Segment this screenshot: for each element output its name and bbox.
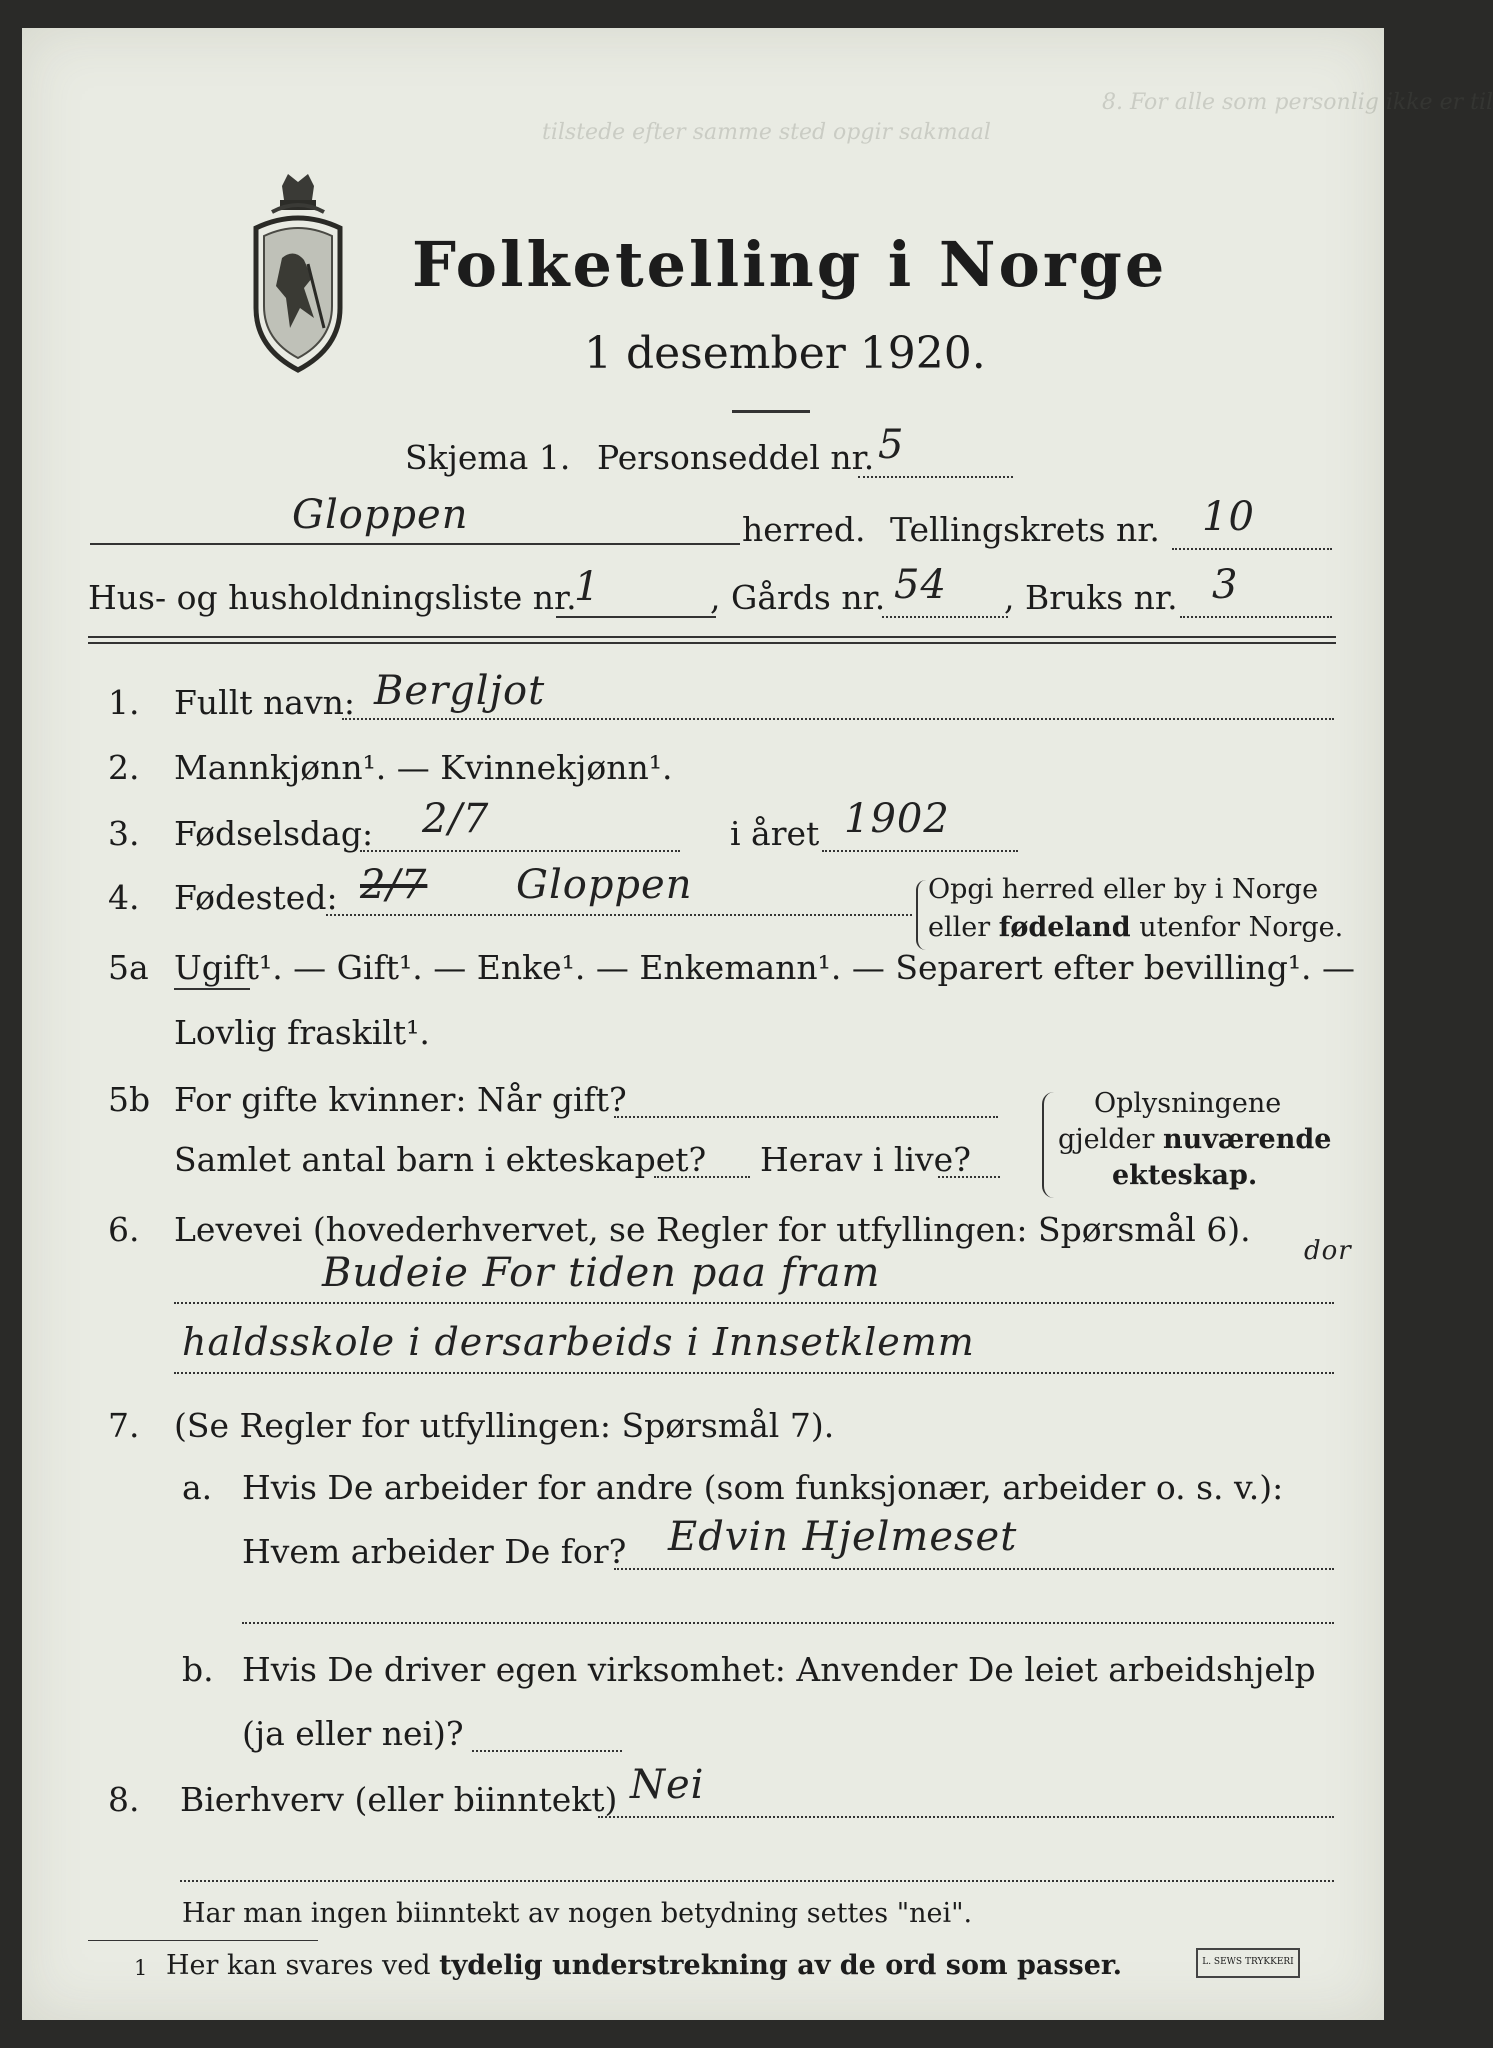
q5b-note-line3: ekteskap. (1112, 1160, 1258, 1191)
q3-label: Fødselsdag: (174, 814, 374, 853)
q7b-line2: (ja eller nei)? (242, 1714, 464, 1753)
q4-line (326, 914, 912, 916)
q5b-children-line[interactable] (654, 1176, 750, 1178)
hus-nr-line (556, 616, 716, 618)
q5a-number: 5a (108, 948, 149, 987)
q1-line (342, 718, 1334, 720)
footnote-mark: 1 (134, 1956, 148, 1980)
q5b-alive-line[interactable] (938, 1176, 1000, 1178)
footer-note: Har man ingen biinntekt av nogen betydning settes "nei". (182, 1898, 973, 1929)
q4-number: 4. (108, 878, 140, 917)
bleed-through-text: tilstede efter samme sted opgir sakmaal (542, 120, 991, 145)
q5b-children-label: Samlet antal barn i ekteskapet? (174, 1140, 707, 1179)
q3-year-line (822, 850, 1018, 852)
q7a-line1: Hvis De arbeider for andre (som funksjonær, arbeider o. s. v.): (242, 1468, 1284, 1507)
form-title: Folketelling i Norge (412, 228, 1168, 301)
q5a-underline-ugift (174, 988, 250, 990)
q2-sex-options[interactable]: Mannkjønn¹. — Kvinnekjønn¹. (174, 748, 673, 787)
q7a-employer-line (614, 1568, 1334, 1570)
q7-number: 7. (108, 1406, 140, 1445)
q2-number: 2. (108, 748, 140, 787)
q7a-employer-value[interactable]: Edvin Hjelmeset (668, 1514, 1018, 1560)
q7b-mark: b. (182, 1650, 214, 1689)
q5b-note-line2: gjelder nuværende (1058, 1124, 1332, 1155)
schema-label: Skjema 1. (405, 438, 571, 477)
q8-value[interactable]: Nei (630, 1762, 705, 1808)
krets-nr-line (1172, 548, 1332, 550)
gards-nr-line (882, 616, 1008, 618)
krets-nr-value[interactable]: 10 (1202, 494, 1255, 540)
q8-label: Bierhverv (eller biinntekt) (180, 1780, 618, 1819)
q5b-note-line1: Oplysningene (1094, 1088, 1282, 1119)
q6-margin-note: dor (1304, 1236, 1352, 1266)
bruks-label: , Bruks nr. (1004, 578, 1178, 617)
header-rule-top (88, 636, 1336, 638)
q4-label: Fødested: (174, 878, 338, 917)
gards-label: , Gårds nr. (710, 578, 886, 617)
q7a-mark: a. (182, 1468, 213, 1507)
person-nr-value[interactable]: 5 (878, 422, 905, 468)
q5b-married-label: For gifte kvinner: Når gift? (174, 1080, 627, 1119)
bruks-nr-value[interactable]: 3 (1212, 562, 1239, 608)
coat-of-arms-icon (242, 168, 354, 378)
q6-answer-line2[interactable]: haldsskole i dersarbeids i Innsetklemm (182, 1320, 975, 1364)
q3-year-value[interactable]: 1902 (844, 796, 950, 842)
q3-birthday-value[interactable]: 2/7 (422, 796, 490, 842)
q6-line2 (174, 1372, 1334, 1374)
q1-label: Fullt navn: (174, 683, 355, 722)
gards-nr-value[interactable]: 54 (894, 562, 947, 608)
q3-number: 3. (108, 814, 140, 853)
header-rule-bottom (88, 642, 1336, 644)
footnote-text: Her kan svares ved tydelig understrekning av de ord som passer. (166, 1950, 1123, 1981)
q7b-answer-line[interactable] (472, 1750, 622, 1752)
q8-number: 8. (108, 1780, 140, 1819)
q6-answer-line1[interactable]: Budeie For tiden paa fram (322, 1250, 881, 1296)
q5b-brace (1042, 1092, 1054, 1198)
person-label: Personseddel nr. (597, 438, 875, 477)
q4-note-line2: eller fødeland utenfor Norge. (928, 912, 1344, 943)
q7b-line1: Hvis De driver egen virksomhet: Anvender De leiet arbeidshjelp (242, 1650, 1316, 1689)
footnote-rule (88, 1940, 318, 1941)
q3-birthday-line (360, 850, 680, 852)
bleed-through-text: 8. For alle som personlig ikke er til (1102, 90, 1493, 115)
q5a-marital-options-cont[interactable]: Lovlig fraskilt¹. (174, 1013, 430, 1052)
q1-number: 1. (108, 683, 140, 722)
q5b-number: 5b (108, 1080, 151, 1119)
q4-note-line1: Opgi herred eller by i Norge (928, 874, 1319, 905)
krets-label: Tellingskrets nr. (890, 510, 1160, 549)
herred-value[interactable]: Gloppen (292, 492, 469, 538)
q6-number: 6. (108, 1210, 140, 1249)
q8-line (598, 1816, 1334, 1818)
q7a-extra-line (242, 1622, 1334, 1624)
hus-label: Hus- og husholdningsliste nr. (88, 578, 577, 617)
hus-nr-value[interactable]: 1 (574, 564, 601, 610)
q5a-marital-options[interactable]: Ugift¹. — Gift¹. — Enke¹. — Enkemann¹. — Separert efter bevilling¹. — (174, 948, 1356, 987)
person-nr-line (858, 476, 1013, 478)
q1-name-value[interactable]: Bergljot (374, 668, 546, 714)
q6-label: Levevei (hovederhvervet, se Regler for utfyllingen: Spørsmål 6). (174, 1210, 1251, 1249)
q4-birthplace-value[interactable]: Gloppen (516, 862, 693, 908)
herred-label: herred. (742, 510, 866, 549)
q5b-married-line[interactable] (614, 1116, 998, 1118)
q7-label: (Se Regler for utfyllingen: Spørsmål 7). (174, 1406, 835, 1445)
q3-year-label: i året (730, 814, 820, 853)
printer-stamp: L. SEWS TRYKKERI (1196, 1948, 1300, 1978)
title-rule (732, 410, 810, 413)
bruks-nr-line (1180, 616, 1332, 618)
census-date: 1 desember 1920. (584, 328, 986, 379)
q5b-alive-label: Herav i live? (760, 1140, 971, 1179)
q4-struck-value: 2/7 (360, 862, 428, 908)
q6-line1 (174, 1302, 1334, 1304)
q4-brace (916, 880, 926, 950)
q8-extra-line (180, 1880, 1334, 1882)
herred-line (90, 543, 740, 545)
census-form-sheet (22, 28, 1493, 2020)
q7a-line2: Hvem arbeider De for? (242, 1532, 627, 1571)
